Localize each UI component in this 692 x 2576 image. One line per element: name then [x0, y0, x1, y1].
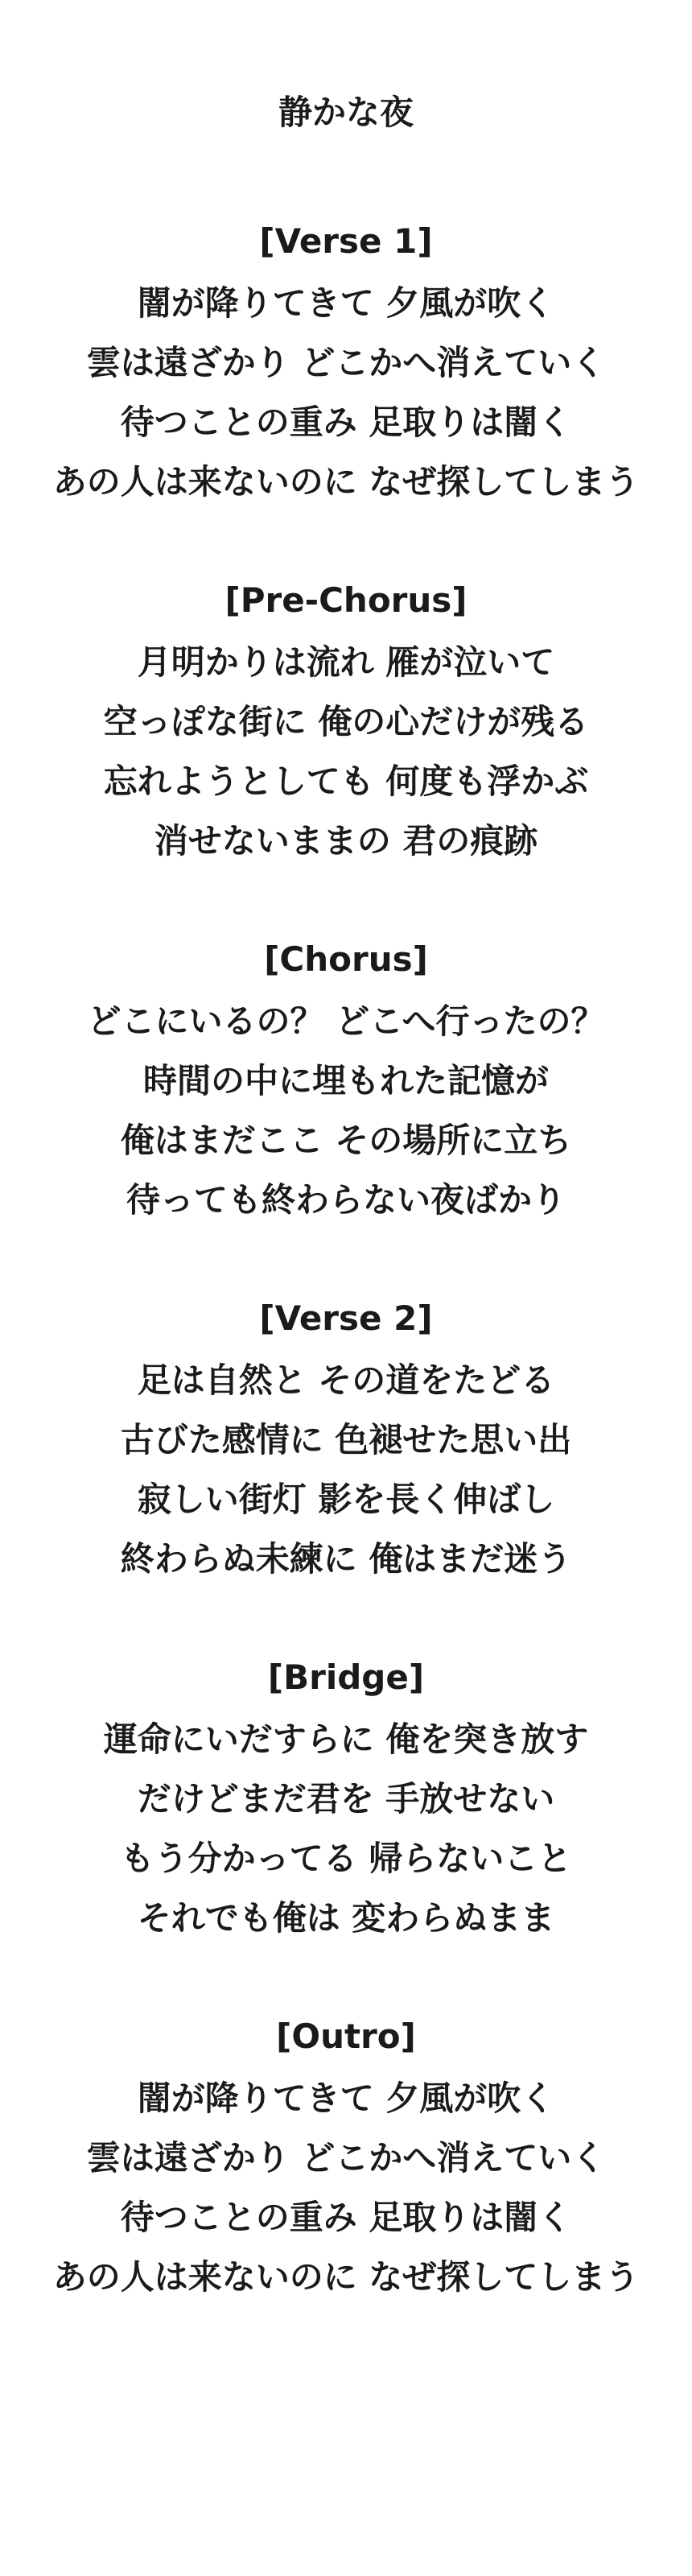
section-header: [Verse 2]: [259, 1298, 433, 1338]
section-header: [Bridge]: [267, 1657, 425, 1697]
lyric-line: だけどまだ君を 手放せない: [137, 1779, 555, 1818]
lyric-line: 寂しい街灯 影を長く伸ばし: [137, 1480, 555, 1519]
lyric-line: もう分かってる 帰らないこと: [120, 1839, 572, 1878]
lyrics-section-outro: [0, 2004, 692, 2307]
section-header: [Pre-Chorus]: [224, 580, 468, 620]
lyric-line: 待つことの重み 足取りは闇く: [120, 402, 572, 442]
lyric-line: 運命にいだすらに 俺を突き放す: [103, 1719, 589, 1759]
lyric-line: 闇が降りてきて 夕風が吹く: [137, 2079, 555, 2118]
section-header: [Outro]: [276, 2017, 416, 2056]
lyric-line: どこにいるの？ どこへ行ったの？: [87, 1001, 605, 1041]
lyric-line: 俺はまだここ その場所に立ち: [120, 1121, 572, 1160]
lyric-line: 終わらぬ未練に 俺はまだ迷う: [120, 1539, 572, 1579]
lyric-line: 古びた感情に 色褪せた思い出: [120, 1420, 572, 1459]
lyric-line: 時間の中に埋もれた記憶が: [142, 1061, 549, 1100]
lyric-line: 月明かりは流れ 雁が泣いて: [137, 642, 555, 682]
lyrics-section-chorus: [0, 927, 692, 1230]
lyric-line: あの人は来ないのに なぜ探してしまう: [52, 2257, 640, 2297]
lyrics-section-verse-1: [0, 209, 692, 512]
lyric-line: 忘れようとしても 何度も浮かぶ: [103, 762, 589, 801]
lyrics-section-verse-2: [0, 1286, 692, 1589]
lyric-line: 雲は遠ざかり どこかへ消えていく: [86, 343, 606, 382]
section-header: [Chorus]: [264, 939, 428, 979]
lyrics-section-bridge: [0, 1645, 692, 1948]
lyric-line: あの人は来ないのに なぜ探してしまう: [52, 462, 640, 502]
lyric-line: 消せないままの 君の痕跡: [154, 821, 538, 861]
lyric-line: 闇が降りてきて 夕風が吹く: [137, 283, 555, 323]
lyric-line: 雲は遠ざかり どこかへ消えていく: [86, 2138, 606, 2178]
lyric-line: 空っぽな街に 俺の心だけが残る: [103, 702, 589, 741]
section-header: [Verse 1]: [259, 221, 433, 261]
lyric-line: 待つことの重み 足取りは闇く: [120, 2198, 572, 2237]
lyric-line: 待っても終わらない夜ばかり: [126, 1180, 566, 1220]
lyric-line: それでも俺は 変わらぬまま: [137, 1898, 555, 1938]
lyrics-section-pre-chorus: [0, 568, 692, 871]
lyric-line: 足は自然と その道をたどる: [137, 1360, 555, 1400]
song-title: 静かな夜: [278, 93, 414, 132]
